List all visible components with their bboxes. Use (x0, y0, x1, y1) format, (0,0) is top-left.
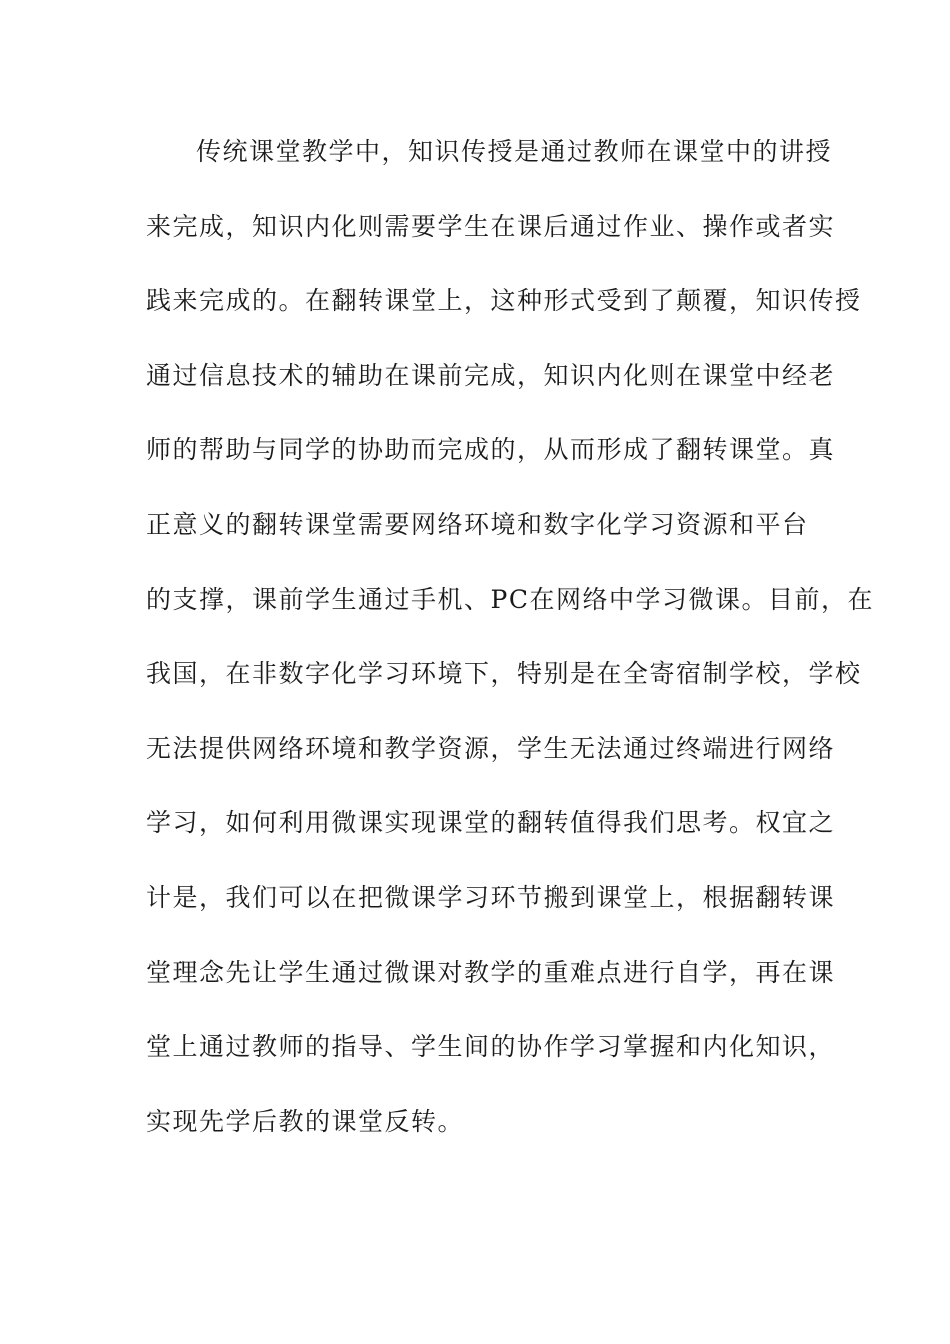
text-line-10: 学习，如何利用微课实现课堂的翻转值得我们思考。权宜之 (146, 808, 836, 838)
text-line-3: 践来完成的。在翻转课堂上，这种形式受到了颠覆，知识传授 (146, 286, 862, 316)
text-line-7: 的支撑，课前学生通过手机、PC在网络中学习微课。目前，在 (146, 584, 874, 614)
text-line-6: 正意义的翻转课堂需要网络环境和数字化学习资源和平台 (146, 509, 809, 539)
text-line-5: 师的帮助与同学的协助而完成的，从而形成了翻转课堂。真 (146, 435, 836, 465)
text-line-1: 传统课堂教学中，知识传授是通过教师在课堂中的讲授 (196, 137, 833, 166)
text-line-11: 计是，我们可以在把微课学习环节搬到课堂上，根据翻转课 (146, 882, 836, 912)
text-line-13: 堂上通过教师的指导、学生间的协作学习掌握和内化知识， (146, 1032, 836, 1062)
text-line-9: 无法提供网络环境和教学资源，学生无法通过终端进行网络 (146, 733, 836, 763)
text-line-2: 来完成，知识内化则需要学生在课后通过作业、操作或者实 (146, 211, 836, 241)
text-line-8: 我国，在非数字化学习环境下，特别是在全寄宿制学校，学校 (146, 659, 862, 689)
body-paragraph (146, 128, 874, 1172)
text-line-4: 通过信息技术的辅助在课前完成，知识内化则在课堂中经老 (146, 360, 836, 390)
text-line-14: 实现先学后教的课堂反转。 (146, 1106, 465, 1136)
text-line-12: 堂理念先让学生通过微课对教学的重难点进行自学，再在课 (146, 957, 836, 987)
